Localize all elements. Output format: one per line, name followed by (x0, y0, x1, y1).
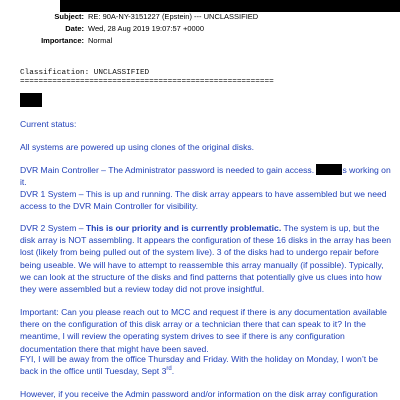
dvr2-detail: The system is up, but the disk array is NOT assembling. It appears the configuration of these 16 disks in the array has been lost (likely from being pulled out of the system live). 3 of the disks had to undergo repair before being useable. We will have to attempt to reassemble this array manually (if possible). Typically, we can look at the structure of the disks and find patterns that potentially give us clues into how they were assembled but a review today did not prove insightful. (20, 223, 391, 295)
subject-label: Subject: (54, 12, 84, 21)
importance-label: Importance: (41, 36, 84, 45)
dvr-main-paragraph (20, 164, 396, 188)
status-heading: Current status: (20, 119, 77, 129)
dvr-main-text: DVR Main Controller – The Administrator password is needed to gain access. (20, 165, 315, 175)
subject-value: RE: 90A-NY-3151227 (Epstein) --- UNCLASSIFIED (88, 12, 259, 21)
however-paragraph: However, if you receive the Admin password and/or information on the disk array configuration (20, 389, 378, 399)
date-value: Wed, 28 Aug 2019 19:07:57 +0000 (88, 24, 205, 33)
classification-rule: ======================================================= (20, 78, 274, 86)
dvr2-lead: DVR 2 System – (20, 223, 86, 233)
fyi-end: . (171, 366, 175, 377)
classification-banner: Classification: UNCLASSIFIED (20, 69, 150, 77)
dvr2-paragraph (20, 222, 396, 295)
redaction-bar (316, 164, 342, 175)
dvr-main-text-cont: s working on it. (20, 165, 391, 188)
dvr1-paragraph: DVR 1 System – This is up and running. The disk array appears to have assembled but we need access to the DVR Main Controller for visibility. (20, 189, 387, 212)
fyi-paragraph (20, 353, 396, 377)
fyi-ordinal: rd (166, 366, 172, 373)
date-label: Date: (65, 24, 84, 33)
systems-paragraph: All systems are powered up using clones of the original disks. (20, 142, 255, 152)
redaction-bar (20, 93, 42, 107)
fyi-text: FYI, I will be away from the office Thursday and Friday. With the holiday on Monday, I won’t be back in the office until Tuesday, Sept 3 (20, 354, 379, 377)
dvr2-priority-text: This is our priority and is currently problematic. (85, 223, 282, 233)
importance-value: Normal (88, 36, 113, 45)
redaction-bar (60, 0, 400, 12)
important-paragraph: Important: Can you please reach out to MCC and request if there is any documentation available there on the configuration of this disk array or a technician there that can speak to it? In the meantime, I will review the operating system drives to see if there is any configuration documentation there that might have been saved. (20, 307, 387, 354)
